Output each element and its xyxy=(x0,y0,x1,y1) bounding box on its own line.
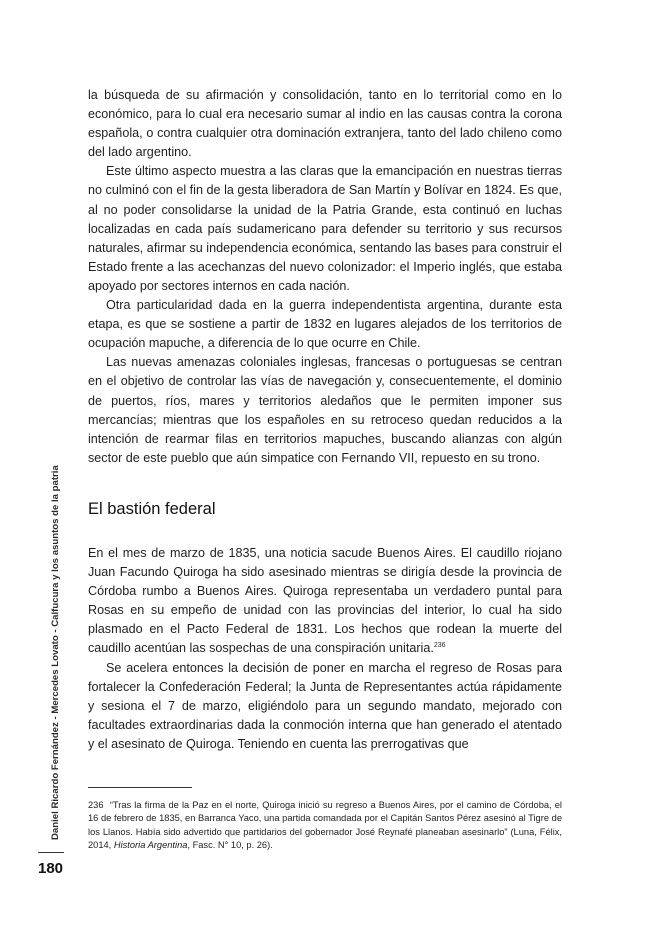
footnote xyxy=(88,799,562,852)
footnote-divider xyxy=(88,787,192,788)
page-number: 180 xyxy=(38,860,64,877)
paragraph-text: En el mes de marzo de 1835, una noticia sacude Buenos Aires. El caudillo riojano Juan Facundo Quiroga ha sido asesinado mientras se dirigía desde la provincia de Córdoba rumbo a Buenos Aires. Quiroga representaba un verdadero puntal para Rosas en su empeño de unidad con las provincias del interior, lo cual ha sido plasmado en el Pacto Federal de 1831. Los hechos que rodean la muerte del caudillo acentúan las sospechas de una conspiración unitaria. xyxy=(88,546,562,656)
paragraph: Se acelera entonces la decisión de poner en marcha el regreso de Rosas para fortalecer la Confederación Federal; la Junta de Representantes actúa rápidamente y sesiona el 7 de marzo, eligiéndolo para un segundo mandato, mejorado con facultades extraordinarias dada la conmoción interna que han generado el atentado y el asesinato de Quiroga. Teniendo en cuenta las prerrogativas que xyxy=(88,660,562,751)
paragraph: la búsqueda de su afirmación y consolidación, tanto en lo territorial como en lo económico, para lo cual era necesario sumar al indio en las causas contra la corona española, o contra cualquier otra dominación extranjera, tanto del lado chileno como del lado argentino. xyxy=(88,88,562,160)
footnote-source-title: Historia Argentina xyxy=(113,839,188,850)
running-head: Daniel Ricardo Fernández - Mercedes Lovato - Calfucura y los asuntos de la patria xyxy=(50,465,61,840)
paragraph: Las nuevas amenazas coloniales inglesas, francesas o portuguesas se centran en el objetivo de controlar las vías de navegación y, consecuentemente, el dominio de puertos, ríos, mares y territorios aledaños que le permiten imponer sus mercancías; mientras que los españoles en su retroceso quedan reducidos a la intención de rearmar filas en territorios mapuches, buscando alianzas con algún sector de este pueblo que aún simpatice con Fernando VII, repuesto en su trono. xyxy=(88,355,562,465)
paragraph xyxy=(88,544,562,659)
footnote-text: “Tras la firma de la Paz en el norte, Quiroga inició su regreso a Buenos Aires, por el camino de Córdoba, el 16 de febrero de 1835, en Barranca Yaco, una partida comandada por el Capitán Santos Pérez asesinó al Tigre de los Llanos. Había sido advertido que partidarios del gobernador José Reynafé planeaban asesinarlo” (Luna, Félix, 2014, xyxy=(88,800,563,850)
section-heading: El bastión federal xyxy=(88,500,216,518)
footnote-number: 236 xyxy=(88,800,104,810)
paragraph: Otra particularidad dada en la guerra independentista argentina, durante esta etapa, es que se sostiene a partir de 1832 en lugares alejados de los territorios de ocupación mapuche, a diferencia de lo que ocurre en Chile. xyxy=(88,298,562,351)
footnote-reference[interactable]: 236 xyxy=(433,642,446,650)
paragraph: Este último aspecto muestra a las claras que la emancipación en nuestras tierras no culminó con el fin de la gesta liberadora de San Martín y Bolívar en 1824. Es que, al no poder consolidarse la unidad de la Patria Grande, esta continuó en luchas localizadas en cada país sudamericano para defender su territorio y sus recursos naturales, afirmar su independencia económica, sentando las bases para construir el Estado frente a las acechanzas del nuevo colonizador: el Imperio inglés, que estaba apoyado por sectores internos en cada nación. xyxy=(88,164,562,293)
body-text-section xyxy=(88,544,562,754)
body-text-top xyxy=(88,86,562,468)
page-number-rule xyxy=(38,852,64,853)
footnote-source-tail: , Fasc. N° 10, p. 26). xyxy=(187,839,273,850)
